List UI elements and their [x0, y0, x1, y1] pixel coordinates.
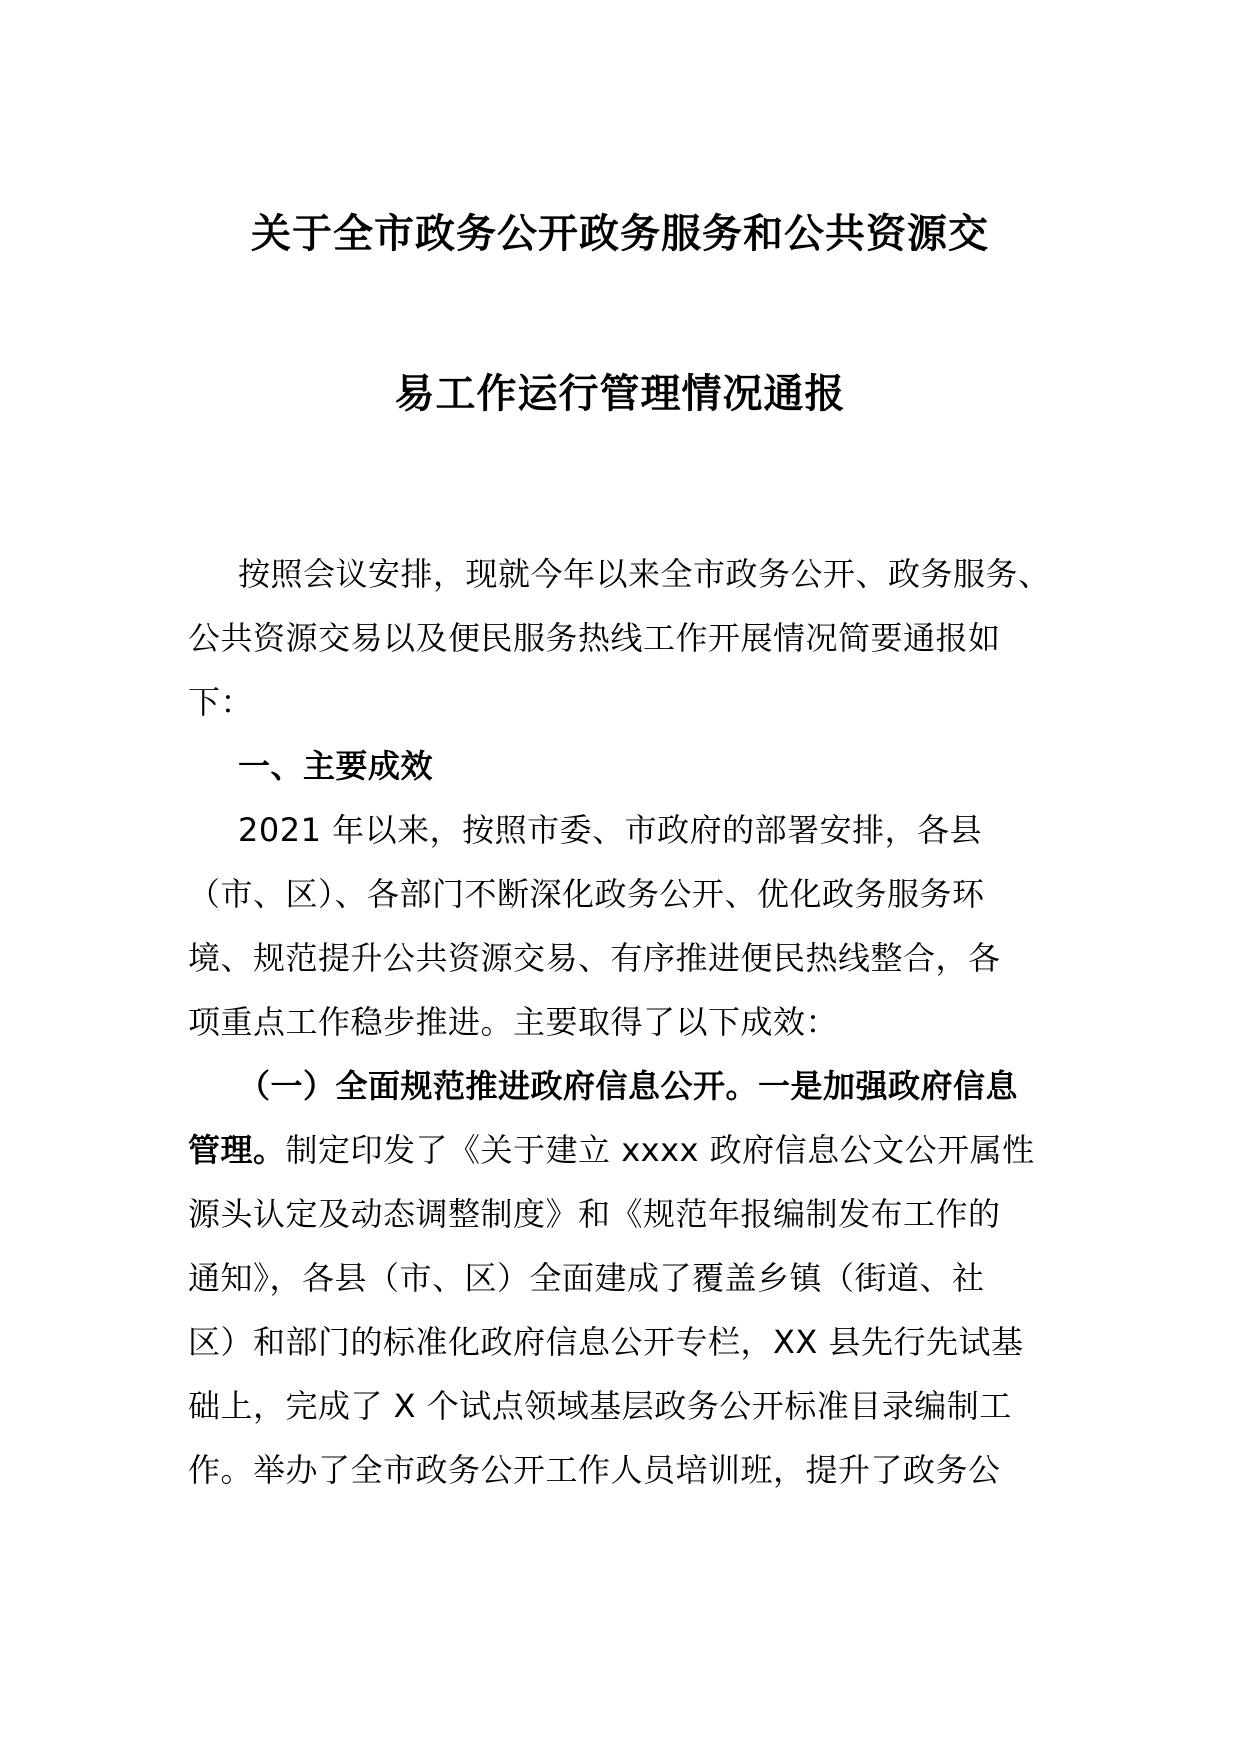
subsection1-line-7: 作。举办了全市政务公开工作人员培训班，提升了政务公	[188, 1451, 1001, 1489]
section-heading-main-results: 一、主要成效	[238, 747, 434, 785]
section1-para-line-4: 项重点工作稳步推进。主要取得了以下成效：	[188, 1003, 839, 1041]
section1-para-line-3: 境、规范提升公共资源交易、有序推进便民热线整合，各	[188, 939, 1001, 977]
section1-para-line-1: 2021 年以来，按照市委、市政府的部署安排，各县	[238, 811, 983, 849]
subsection1-heading-bold-tail: 管理。	[188, 1131, 286, 1169]
document-title-line-2: 易工作运行管理情况通报	[394, 371, 846, 417]
subsection1-line-2-text: 制定印发了《关于建立 xxxx 政府信息公文公开属性	[285, 1131, 1035, 1169]
subsection1-line-6: 础上，完成了 X 个试点领域基层政务公开标准目录编制工	[188, 1387, 1012, 1425]
intro-line-3: 下：	[188, 683, 254, 721]
subsection1-line-3: 源头认定及动态调整制度》和《规范年报编制发布工作的	[188, 1195, 1001, 1233]
subsection1-heading-line-1: （一）全面规范推进政府信息公开。一是加强政府信息	[238, 1067, 1019, 1105]
document-body	[188, 542, 1068, 1502]
subsection1-line-5: 区）和部门的标准化政府信息公开专栏，XX 县先行先试基	[188, 1323, 1024, 1361]
document-title-line-1: 关于全市政务公开政务服务和公共资源交	[251, 211, 989, 257]
subsection1-line-4: 通知》，各县（市、区）全面建成了覆盖乡镇（街道、社	[188, 1259, 985, 1297]
section1-para-line-2: （市、区）、各部门不断深化政务公开、优化政务服务环	[188, 875, 985, 913]
subsection1-line-2	[188, 1118, 1068, 1182]
intro-line-1: 按照会议安排，现就今年以来全市政务公开、政务服务、	[238, 555, 1051, 593]
intro-line-2: 公共资源交易以及便民服务热线工作开展情况简要通报如	[188, 619, 1001, 657]
